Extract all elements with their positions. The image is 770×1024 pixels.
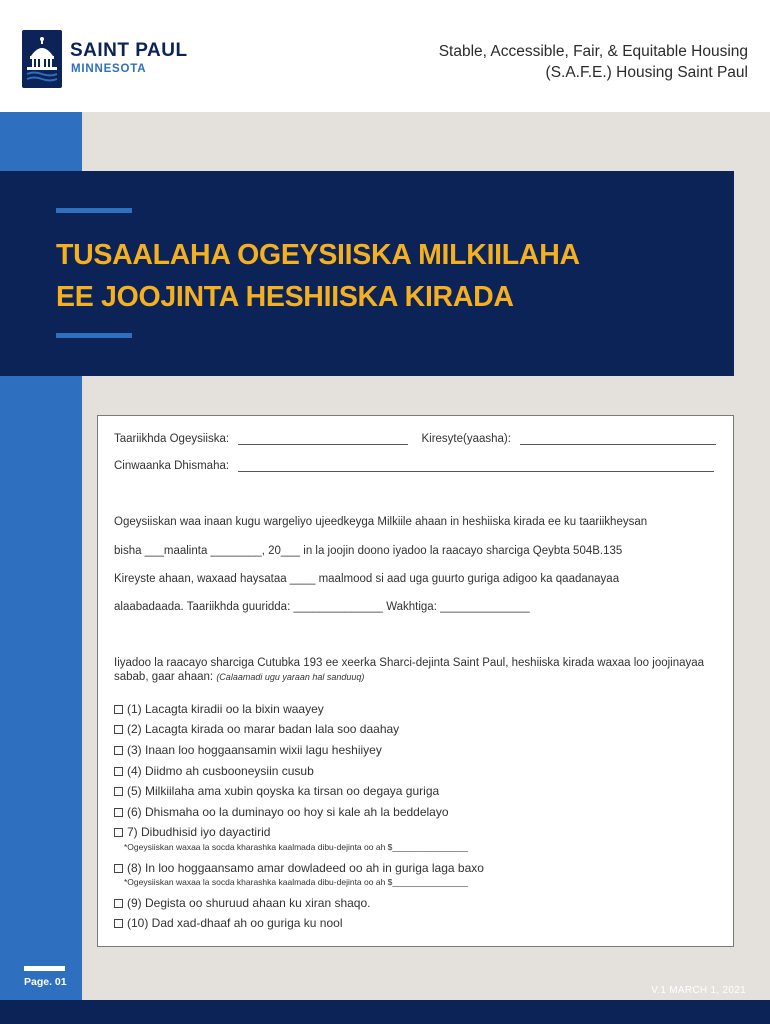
- checkbox[interactable]: [114, 828, 123, 837]
- option-4[interactable]: [114, 764, 314, 778]
- address-label: Cinwaanka Dhismaha:: [114, 460, 230, 472]
- title-accent-bar-top: [56, 208, 132, 213]
- option-label: (1) Lacagta kiradii oo la bixin waayey: [127, 702, 324, 716]
- logo-state: MINNESOTA: [71, 63, 147, 75]
- option-label: (9) Degista oo shuruud ahaan ku xiran shaqo.: [127, 896, 371, 910]
- option-10[interactable]: [114, 916, 342, 930]
- option-label: (8) In loo hoggaansamo amar dowladeed oo ah in guriga laga baxo: [127, 861, 484, 875]
- tagline-line2: (S.A.F.E.) Housing Saint Paul: [545, 64, 748, 81]
- checkbox[interactable]: [114, 919, 123, 928]
- notice-date-field[interactable]: [238, 444, 408, 445]
- checkbox[interactable]: [114, 746, 123, 755]
- checkbox[interactable]: [114, 899, 123, 908]
- option-label: (10) Dad xad-dhaaf ah oo guriga ku nool: [127, 916, 343, 930]
- title-accent-bar-bottom: [56, 333, 132, 338]
- page-header: [0, 0, 770, 112]
- option-6[interactable]: [114, 805, 449, 819]
- logo-name: SAINT PAUL: [70, 40, 188, 61]
- tenant-label: Kiresyte(yaasha):: [421, 433, 511, 445]
- page-number: Page. 01: [24, 976, 67, 988]
- checkbox[interactable]: [114, 864, 123, 873]
- option-3[interactable]: [114, 743, 382, 757]
- notice-date-label: Taariikhda Ogeysiiska:: [114, 433, 230, 445]
- checkbox[interactable]: [114, 787, 123, 796]
- option-8[interactable]: [114, 861, 484, 875]
- page-title: [56, 234, 580, 318]
- tagline-line1: Stable, Accessible, Fair, & Equitable Housing: [438, 43, 748, 60]
- checkbox[interactable]: [114, 725, 123, 734]
- checkbox[interactable]: [114, 808, 123, 817]
- option-7[interactable]: [114, 825, 270, 839]
- page-accent-bar: [24, 966, 65, 971]
- tenant-field[interactable]: [520, 444, 716, 445]
- title-line2: EE JOOJINTA HESHIISKA KIRADA: [56, 281, 514, 313]
- option-5[interactable]: [114, 784, 439, 798]
- checkbox[interactable]: [114, 705, 123, 714]
- date-row: [114, 433, 716, 445]
- option-label: (4) Diidmo ah cusbooneysiin cusub: [127, 764, 314, 778]
- relocation-note-8: *Ogeysiiskan waxaa la socda kharashka kaalmada dibu-dejinta oo ah $________________: [124, 877, 469, 887]
- bottom-navy-band: [0, 1000, 770, 1024]
- option-1[interactable]: [114, 702, 324, 716]
- option-label: (3) Inaan loo hoggaansamin wixii lagu heshiiyey: [127, 743, 382, 757]
- reason-text: Iiyadoo la raacayo sharciga Cutubka 193 ee xeerka Sharci-dejinta Saint Paul, heshiiska kirada waxaa loo joojinayaa sabab, gaar ahaan:: [114, 657, 705, 683]
- option-9[interactable]: [114, 896, 371, 910]
- header-tagline: [439, 41, 748, 83]
- notice-paragraph-line2: bisha ___maalinta ________, 20___ in la joojin doono iyadoo la raacayo sharciga Qeybta 504B.135: [114, 545, 623, 557]
- option-label: (6) Dhismaha oo la duminayo oo hoy si kale ah la beddelayo: [127, 805, 449, 819]
- saint-paul-capitol-logo-icon: [22, 30, 62, 88]
- checkbox[interactable]: [114, 767, 123, 776]
- notice-paragraph-line1: Ogeysiiskan waa inaan kugu wargeliyo ujeedkeyga Milkiile ahaan in heshiiska kirada ee ku taariikheysan: [114, 516, 648, 528]
- option-label: (2) Lacagta kirada oo marar badan lala soo daahay: [127, 722, 400, 736]
- reason-note: (Calaamadi ugu yaraan hal sanduuq): [216, 672, 365, 682]
- address-field[interactable]: [238, 471, 714, 472]
- relocation-note-7: *Ogeysiiskan waxaa la socda kharashka kaalmada dibu-dejinta oo ah $________________: [124, 842, 469, 852]
- option-label: (5) Milkiilaha ama xubin qoyska ka tirsan oo degaya guriga: [127, 784, 440, 798]
- option-2[interactable]: [114, 722, 399, 736]
- notice-paragraph-line4: alaabadaada. Taariikhda guuridda: ______________ Wakhtiga: ______________: [114, 601, 530, 613]
- notice-paragraph-line3: Kireyste ahaan, waxaad haysataa ____ maalmood si aad uga guurto guriga adigoo ka qaadanayaa: [114, 573, 620, 585]
- reason-paragraph: [114, 656, 724, 684]
- address-row: [114, 460, 714, 472]
- title-line1: TUSAALAHA OGEYSIISKA MILKIILAHA: [56, 239, 580, 271]
- option-label: 7) Dibudhisid iyo dayactirid: [127, 825, 271, 839]
- version-label: V.1 MARCH 1, 2021: [651, 985, 746, 996]
